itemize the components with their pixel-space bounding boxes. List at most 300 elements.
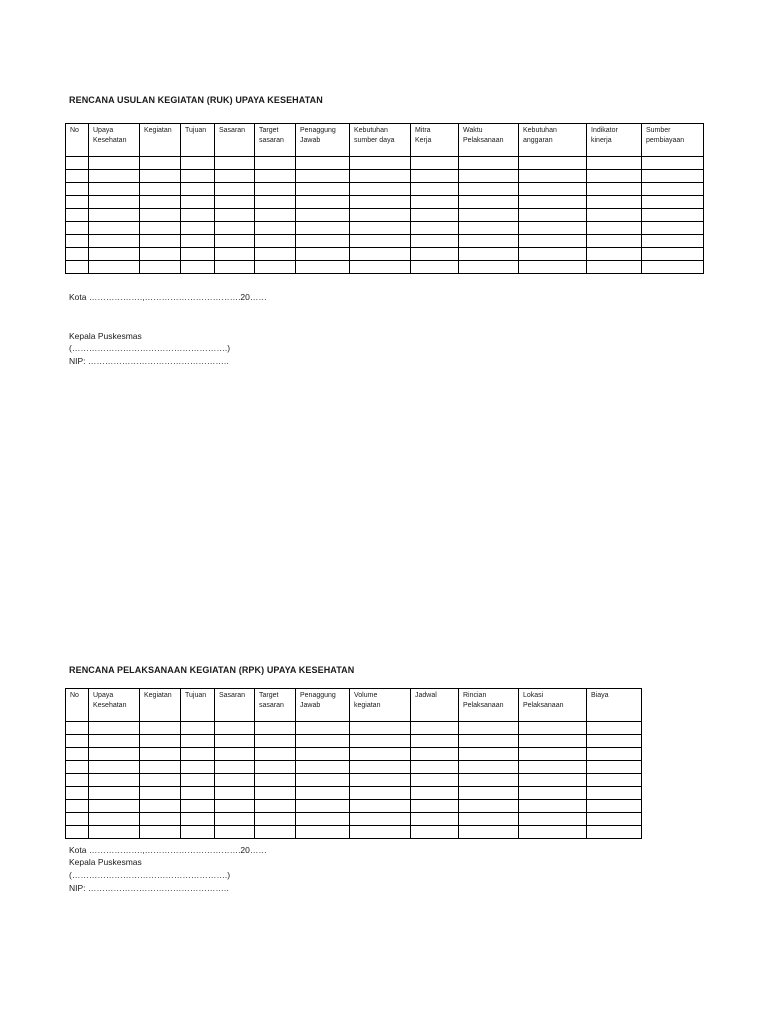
table-cell[interactable] — [215, 183, 255, 196]
table-cell[interactable] — [642, 196, 704, 209]
table-cell[interactable] — [255, 235, 296, 248]
column-header — [181, 689, 215, 722]
table-cell[interactable] — [296, 826, 350, 839]
table-cell[interactable] — [181, 209, 215, 222]
table-cell[interactable] — [459, 209, 519, 222]
table-cell[interactable] — [89, 261, 140, 274]
table-cell[interactable] — [181, 196, 215, 209]
table-cell[interactable] — [459, 787, 519, 800]
table-cell[interactable] — [587, 157, 642, 170]
table-cell[interactable] — [411, 800, 459, 813]
table-cell[interactable] — [411, 722, 459, 735]
column-header — [66, 124, 89, 157]
column-header-text: sumber daya — [354, 137, 395, 144]
table-cell[interactable] — [350, 248, 411, 261]
table-cell[interactable] — [519, 170, 587, 183]
table-cell[interactable] — [215, 196, 255, 209]
table-cell[interactable] — [411, 235, 459, 248]
table-cell[interactable] — [89, 196, 140, 209]
table-cell[interactable] — [519, 235, 587, 248]
table-cell[interactable] — [350, 722, 411, 735]
table-cell[interactable] — [181, 222, 215, 235]
table-cell[interactable] — [411, 826, 459, 839]
column-header-text: Mitra — [415, 127, 431, 134]
column-header-text: Penaggung — [300, 127, 336, 134]
table-cell[interactable] — [519, 813, 587, 826]
table-cell[interactable] — [587, 261, 642, 274]
table-cell[interactable] — [411, 248, 459, 261]
table-cell[interactable] — [350, 800, 411, 813]
table-cell[interactable] — [255, 774, 296, 787]
column-header-text: Sasaran — [219, 127, 246, 134]
table-cell[interactable] — [411, 761, 459, 774]
table-cell[interactable] — [350, 261, 411, 274]
table-cell[interactable] — [89, 157, 140, 170]
rpk-nip-line: NIP: ………………………………………….. — [69, 883, 229, 893]
rpk-header-row — [66, 689, 642, 722]
table-cell[interactable] — [296, 735, 350, 748]
table-cell[interactable] — [66, 261, 89, 274]
table-cell[interactable] — [350, 735, 411, 748]
table-cell[interactable] — [587, 722, 642, 735]
column-header-text: kegiatan — [354, 702, 381, 709]
table-cell[interactable] — [459, 735, 519, 748]
column-header-text: Jadwal — [415, 692, 437, 699]
table-cell[interactable] — [140, 209, 181, 222]
table-cell[interactable] — [642, 261, 704, 274]
table-cell[interactable] — [66, 800, 89, 813]
table-cell[interactable] — [140, 183, 181, 196]
table-cell[interactable] — [350, 761, 411, 774]
table-cell[interactable] — [519, 735, 587, 748]
table-cell[interactable] — [296, 261, 350, 274]
table-cell[interactable] — [255, 813, 296, 826]
table-cell[interactable] — [519, 248, 587, 261]
table-cell[interactable] — [140, 248, 181, 261]
table-cell[interactable] — [296, 800, 350, 813]
table-cell[interactable] — [215, 813, 255, 826]
table-cell[interactable] — [215, 209, 255, 222]
column-header-text: Pelaksanaan — [523, 702, 564, 709]
table-cell[interactable] — [66, 170, 89, 183]
table-cell[interactable] — [519, 722, 587, 735]
rpk-title: RENCANA PELAKSANAAN KEGIATAN (RPK) UPAYA KESEHATAN — [69, 665, 355, 675]
column-header — [350, 689, 411, 722]
table-cell[interactable] — [215, 170, 255, 183]
table-cell[interactable] — [459, 235, 519, 248]
table-cell[interactable] — [66, 787, 89, 800]
table-cell[interactable] — [255, 209, 296, 222]
table-row — [66, 826, 642, 839]
table-cell[interactable] — [181, 774, 215, 787]
table-cell[interactable] — [255, 735, 296, 748]
table-cell[interactable] — [350, 157, 411, 170]
table-cell[interactable] — [140, 170, 181, 183]
table-cell[interactable] — [215, 761, 255, 774]
table-cell[interactable] — [140, 800, 181, 813]
table-cell[interactable] — [350, 170, 411, 183]
table-cell[interactable] — [181, 235, 215, 248]
table-cell[interactable] — [89, 735, 140, 748]
column-header-text: Volume — [354, 692, 378, 699]
table-cell[interactable] — [459, 170, 519, 183]
table-cell[interactable] — [519, 826, 587, 839]
table-cell[interactable] — [181, 787, 215, 800]
ruk-table — [65, 123, 704, 274]
column-header-text: Penaggung — [300, 692, 336, 699]
table-cell[interactable] — [459, 800, 519, 813]
table-cell[interactable] — [642, 222, 704, 235]
column-header-text: Biaya — [591, 692, 609, 699]
table-cell[interactable] — [255, 157, 296, 170]
table-cell[interactable] — [66, 248, 89, 261]
table-cell[interactable] — [459, 813, 519, 826]
table-cell[interactable] — [296, 787, 350, 800]
column-header-text: Lokasi — [523, 692, 544, 699]
ruk-city-date-line: Kota ……………….,…………………………….20…… — [69, 292, 267, 302]
table-cell[interactable] — [411, 774, 459, 787]
table-cell[interactable] — [66, 774, 89, 787]
rpk-table — [65, 688, 642, 839]
column-header — [255, 689, 296, 722]
column-header-text: pembiayaan — [646, 137, 685, 144]
table-cell[interactable] — [66, 826, 89, 839]
table-cell[interactable] — [587, 826, 642, 839]
table-cell[interactable] — [140, 222, 181, 235]
table-row — [66, 170, 704, 183]
table-cell[interactable] — [459, 826, 519, 839]
table-cell[interactable] — [181, 722, 215, 735]
table-cell[interactable] — [296, 813, 350, 826]
table-cell[interactable] — [642, 183, 704, 196]
table-cell[interactable] — [255, 261, 296, 274]
table-cell[interactable] — [296, 774, 350, 787]
table-cell[interactable] — [255, 761, 296, 774]
table-cell[interactable] — [140, 826, 181, 839]
table-cell[interactable] — [411, 261, 459, 274]
table-cell[interactable] — [89, 748, 140, 761]
table-cell[interactable] — [587, 209, 642, 222]
table-cell[interactable] — [350, 813, 411, 826]
table-cell[interactable] — [459, 774, 519, 787]
table-cell[interactable] — [255, 222, 296, 235]
table-cell[interactable] — [140, 196, 181, 209]
table-cell[interactable] — [459, 722, 519, 735]
table-cell[interactable] — [459, 261, 519, 274]
column-header-text: sasaran — [259, 702, 284, 709]
table-cell[interactable] — [350, 183, 411, 196]
table-cell[interactable] — [587, 183, 642, 196]
table-cell[interactable] — [181, 735, 215, 748]
table-cell[interactable] — [140, 722, 181, 735]
column-header-text: Sumber — [646, 127, 671, 134]
column-header-text: Kerja — [415, 137, 432, 144]
table-cell[interactable] — [411, 222, 459, 235]
table-cell[interactable] — [642, 248, 704, 261]
table-cell[interactable] — [411, 787, 459, 800]
column-header — [215, 124, 255, 157]
column-header — [89, 689, 140, 722]
table-cell[interactable] — [296, 748, 350, 761]
table-cell[interactable] — [140, 261, 181, 274]
column-header — [255, 124, 296, 157]
column-header-text: kinerja — [591, 137, 612, 144]
table-cell[interactable] — [459, 196, 519, 209]
table-cell[interactable] — [459, 761, 519, 774]
table-cell[interactable] — [66, 222, 89, 235]
table-cell[interactable] — [642, 235, 704, 248]
column-header-text: Kebutuhan — [523, 127, 557, 134]
table-cell[interactable] — [296, 170, 350, 183]
table-cell[interactable] — [587, 222, 642, 235]
column-header-text: Pelaksanaan — [463, 137, 504, 144]
table-cell[interactable] — [411, 813, 459, 826]
table-cell[interactable] — [140, 813, 181, 826]
table-cell[interactable] — [215, 735, 255, 748]
table-cell[interactable] — [519, 222, 587, 235]
table-row — [66, 787, 642, 800]
table-cell[interactable] — [181, 248, 215, 261]
table-cell[interactable] — [459, 748, 519, 761]
table-cell[interactable] — [89, 774, 140, 787]
table-cell[interactable] — [181, 183, 215, 196]
table-cell[interactable] — [215, 248, 255, 261]
table-cell[interactable] — [89, 761, 140, 774]
table-cell[interactable] — [350, 196, 411, 209]
table-cell[interactable] — [519, 196, 587, 209]
column-header-text: No — [70, 692, 79, 699]
column-header — [350, 124, 411, 157]
table-cell[interactable] — [296, 183, 350, 196]
table-row — [66, 209, 704, 222]
table-cell[interactable] — [215, 157, 255, 170]
table-row — [66, 196, 704, 209]
ruk-nip-line: NIP: ………………………………………….. — [69, 356, 229, 366]
table-cell[interactable] — [89, 209, 140, 222]
table-cell[interactable] — [140, 761, 181, 774]
table-cell[interactable] — [459, 222, 519, 235]
column-header-text: Waktu — [463, 127, 483, 134]
table-row — [66, 761, 642, 774]
table-cell[interactable] — [255, 826, 296, 839]
table-cell[interactable] — [89, 248, 140, 261]
table-cell[interactable] — [459, 183, 519, 196]
column-header — [587, 689, 642, 722]
table-row — [66, 248, 704, 261]
table-cell[interactable] — [215, 235, 255, 248]
table-cell[interactable] — [89, 722, 140, 735]
table-cell[interactable] — [215, 826, 255, 839]
table-cell[interactable] — [587, 735, 642, 748]
table-cell[interactable] — [89, 170, 140, 183]
table-cell[interactable] — [66, 209, 89, 222]
table-row — [66, 722, 642, 735]
table-row — [66, 235, 704, 248]
table-cell[interactable] — [215, 774, 255, 787]
table-cell[interactable] — [255, 800, 296, 813]
table-cell[interactable] — [215, 787, 255, 800]
table-cell[interactable] — [181, 800, 215, 813]
column-header-text: Jawab — [300, 137, 321, 144]
table-cell[interactable] — [587, 787, 642, 800]
table-cell[interactable] — [296, 248, 350, 261]
table-cell[interactable] — [350, 826, 411, 839]
table-cell[interactable] — [89, 813, 140, 826]
table-cell[interactable] — [181, 157, 215, 170]
table-cell[interactable] — [215, 261, 255, 274]
ruk-header-row — [66, 124, 704, 157]
table-cell[interactable] — [181, 813, 215, 826]
table-row — [66, 183, 704, 196]
table-cell[interactable] — [587, 248, 642, 261]
ruk-head-label: Kepala Puskesmas — [69, 331, 142, 341]
table-cell[interactable] — [350, 787, 411, 800]
table-cell[interactable] — [296, 761, 350, 774]
table-cell[interactable] — [66, 157, 89, 170]
table-cell[interactable] — [411, 157, 459, 170]
table-cell[interactable] — [411, 196, 459, 209]
table-row — [66, 157, 704, 170]
table-cell[interactable] — [181, 761, 215, 774]
column-header-text: Indikator — [591, 127, 618, 134]
table-cell[interactable] — [519, 800, 587, 813]
table-cell[interactable] — [181, 748, 215, 761]
rpk-city-date-line: Kota ……………….,…………………………….20…… — [69, 845, 267, 855]
table-cell[interactable] — [66, 735, 89, 748]
table-cell[interactable] — [350, 222, 411, 235]
table-cell[interactable] — [296, 722, 350, 735]
table-cell[interactable] — [459, 248, 519, 261]
table-cell[interactable] — [519, 261, 587, 274]
table-cell[interactable] — [411, 183, 459, 196]
table-cell[interactable] — [255, 722, 296, 735]
column-header — [89, 124, 140, 157]
column-header-text: Kesehatan — [93, 702, 127, 709]
table-cell[interactable] — [89, 222, 140, 235]
table-cell[interactable] — [181, 261, 215, 274]
table-cell[interactable] — [411, 170, 459, 183]
table-cell[interactable] — [181, 826, 215, 839]
table-cell[interactable] — [215, 722, 255, 735]
table-cell[interactable] — [215, 222, 255, 235]
table-cell[interactable] — [140, 157, 181, 170]
table-cell[interactable] — [642, 170, 704, 183]
column-header — [519, 124, 587, 157]
table-cell[interactable] — [350, 748, 411, 761]
table-cell[interactable] — [519, 774, 587, 787]
table-cell[interactable] — [140, 787, 181, 800]
table-cell[interactable] — [459, 157, 519, 170]
column-header-text: Sasaran — [219, 692, 246, 699]
column-header-text: sasaran — [259, 137, 284, 144]
column-header — [411, 689, 459, 722]
table-cell[interactable] — [411, 209, 459, 222]
table-cell[interactable] — [140, 735, 181, 748]
table-cell[interactable] — [350, 209, 411, 222]
column-header-text: Kegiatan — [144, 127, 172, 134]
table-cell[interactable] — [642, 157, 704, 170]
table-cell[interactable] — [296, 196, 350, 209]
table-cell[interactable] — [255, 196, 296, 209]
table-cell[interactable] — [587, 813, 642, 826]
table-cell[interactable] — [89, 787, 140, 800]
table-cell[interactable] — [66, 235, 89, 248]
table-cell[interactable] — [140, 748, 181, 761]
column-header-text: Tujuan — [185, 692, 207, 699]
table-cell[interactable] — [519, 183, 587, 196]
table-cell[interactable] — [587, 235, 642, 248]
table-cell[interactable] — [587, 800, 642, 813]
column-header-text: Kesehatan — [93, 137, 127, 144]
table-cell[interactable] — [255, 170, 296, 183]
column-header-text: No — [70, 127, 79, 134]
table-cell[interactable] — [642, 209, 704, 222]
column-header-text: Rincian — [463, 692, 487, 699]
table-cell[interactable] — [66, 761, 89, 774]
column-header — [519, 689, 587, 722]
table-cell[interactable] — [587, 170, 642, 183]
table-cell[interactable] — [140, 235, 181, 248]
column-header-text: Target — [259, 127, 279, 134]
table-cell[interactable] — [519, 787, 587, 800]
table-cell[interactable] — [296, 222, 350, 235]
column-header-text: Kegiatan — [144, 692, 172, 699]
table-cell[interactable] — [66, 196, 89, 209]
table-cell[interactable] — [587, 774, 642, 787]
column-header — [587, 124, 642, 157]
table-cell[interactable] — [255, 183, 296, 196]
table-row — [66, 813, 642, 826]
table-cell[interactable] — [587, 761, 642, 774]
table-cell[interactable] — [296, 157, 350, 170]
table-cell[interactable] — [411, 735, 459, 748]
table-cell[interactable] — [296, 209, 350, 222]
table-cell[interactable] — [587, 748, 642, 761]
table-row — [66, 800, 642, 813]
table-cell[interactable] — [587, 196, 642, 209]
table-row — [66, 774, 642, 787]
table-cell[interactable] — [215, 800, 255, 813]
table-cell[interactable] — [350, 235, 411, 248]
rpk-head-label: Kepala Puskesmas — [69, 857, 142, 867]
table-cell[interactable] — [519, 748, 587, 761]
table-cell[interactable] — [140, 774, 181, 787]
table-cell[interactable] — [66, 748, 89, 761]
column-header-text: Kebutuhan — [354, 127, 388, 134]
table-cell[interactable] — [350, 774, 411, 787]
table-cell[interactable] — [181, 170, 215, 183]
table-cell[interactable] — [66, 813, 89, 826]
table-cell[interactable] — [519, 157, 587, 170]
table-cell[interactable] — [519, 209, 587, 222]
table-cell[interactable] — [296, 235, 350, 248]
table-cell[interactable] — [519, 761, 587, 774]
column-header — [66, 689, 89, 722]
table-cell[interactable] — [255, 787, 296, 800]
table-cell[interactable] — [255, 248, 296, 261]
table-cell[interactable] — [411, 748, 459, 761]
table-cell[interactable] — [215, 748, 255, 761]
column-header — [181, 124, 215, 157]
table-cell[interactable] — [89, 183, 140, 196]
table-cell[interactable] — [255, 748, 296, 761]
table-cell[interactable] — [66, 183, 89, 196]
table-cell[interactable] — [89, 235, 140, 248]
table-cell[interactable] — [66, 722, 89, 735]
table-cell[interactable] — [89, 826, 140, 839]
table-cell[interactable] — [89, 800, 140, 813]
column-header-text: anggaran — [523, 137, 553, 144]
